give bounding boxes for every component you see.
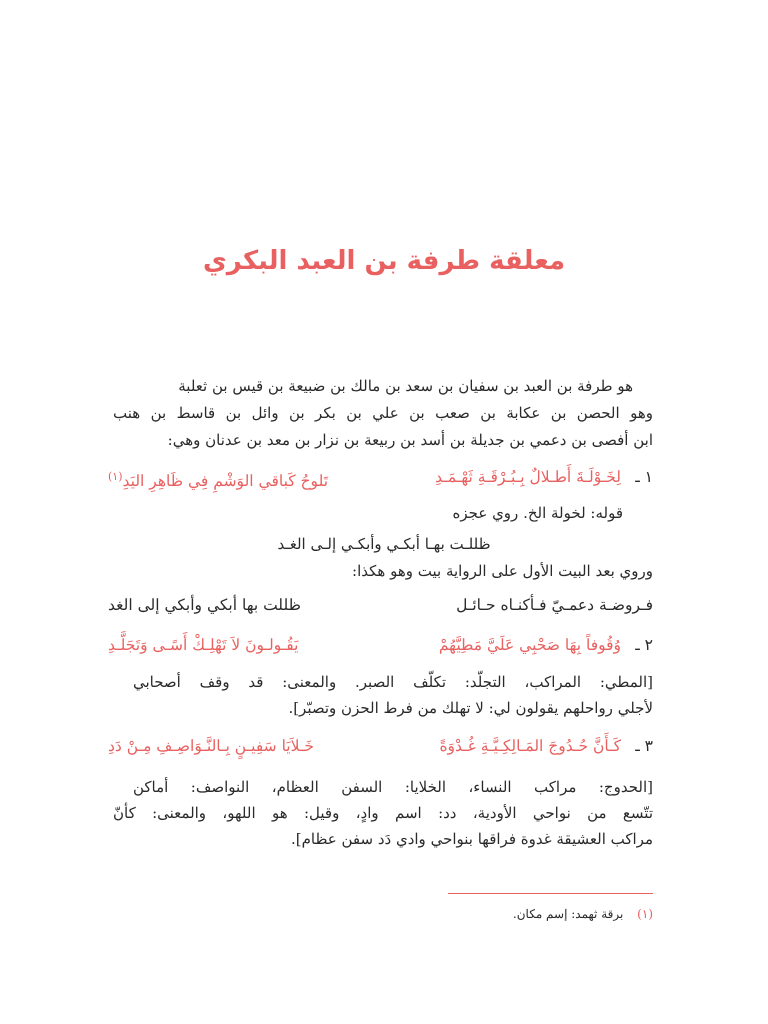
intro-line-1: هو طرفة بن العبد بن سفيان بن سعد بن مالك بن ضبيعة بن قيس بن ثعلبة [178, 377, 633, 395]
verse-hemistich-1: كَـأَنَّ حُـدُوجَ المَـالِكِـيَّـةِ غُـدْوَةً [439, 737, 621, 755]
verse-number: ٢ ـ [635, 636, 653, 654]
verse-number: ٣ ـ [635, 737, 653, 755]
verse-hemistich-1: فـروضـة دعمـيّ فـأكنـاه حـائـل [456, 596, 653, 614]
gloss-line: تتّسع من نواحي الأودية، دد: اسم وادٍ، وقيل: هو اللهو، والمعنى: كأنّ [113, 804, 653, 822]
verse-hemistich-2: ظللت بها أبكي وأبكي إلى الغد [108, 596, 301, 614]
gloss-line: [المطي: المراكب، التجلّد: تكلّف الصبر. والمعنى: قد وقف أصحابي [133, 673, 653, 691]
verse-hemistich-1: لِخَـوْلَـةَ أَطـلالٌ بِـبُـرْقَـةِ ثَهْـمَـدِ [435, 468, 621, 486]
page-title: معلقة طرفة بن العبد البكري [202, 246, 566, 276]
note-line: وروي بعد البيت الأول على الرواية بيت وهو هكذا: [352, 562, 653, 580]
gloss-line: [الحدوج: مراكب النساء، الخلايا: السفن العظام، النواصف: أماكن [133, 778, 653, 796]
verse-2 [108, 634, 653, 656]
footnote-marker: (١) [108, 470, 123, 483]
gloss-line: مراكب العشيقة غدوة فراقها بنواحي وادي دَد سفن عظام]. [291, 830, 653, 848]
verse-1 [108, 466, 653, 491]
footnote [513, 906, 653, 922]
verse-hemistich-2: خَـلاَيَا سَفِيـنٍ بِـالنَّـوَاصِـفِ مِـنْ دَدِ [108, 737, 314, 755]
footnote-text: برقة ثهمد: إسم مكان. [512, 907, 624, 921]
verse-number: ١ ـ [635, 468, 653, 486]
footnote-divider [448, 893, 653, 894]
hemistich-text: تَلوحُ كَباقي الوَشْمِ فِي ظَاهِرِ اليَدِ [122, 472, 329, 491]
verse-hemistich-2: يَقُـولـونَ لاَ تَهْلِـكْ أَسًـى وَتَجَلَّـدِ [108, 636, 299, 654]
note-line: قوله: لخولة الخ. روي عجزه [452, 504, 623, 522]
footnote-number: (١) [637, 907, 653, 921]
gloss-line: لأجلي رواحلهم يقولون لي: لا تهلك من فرط الحزن وتصبّر]. [288, 699, 653, 717]
intro-line-2: وهو الحصن بن عكابة بن صعب بن علي بن بكر بن وائل بن قاسط بن هنب [113, 404, 653, 422]
intro-line-3: ابن أفصى بن دعمي بن جديلة بن أسد بن ربيعة بن نزار بن معد بن عدنان وهي: [167, 431, 653, 449]
verse-hemistich-2 [108, 466, 328, 492]
verse-3 [108, 735, 653, 757]
verse-hemistich-1: وُقُوفاً بِهَا صَحْبِي عَلَيَّ مَطِيَّهُمْ [438, 636, 621, 654]
alt-hemistich: ظللـت بهـا أبكـي وأبكـي إلـى الغـد [277, 535, 491, 553]
